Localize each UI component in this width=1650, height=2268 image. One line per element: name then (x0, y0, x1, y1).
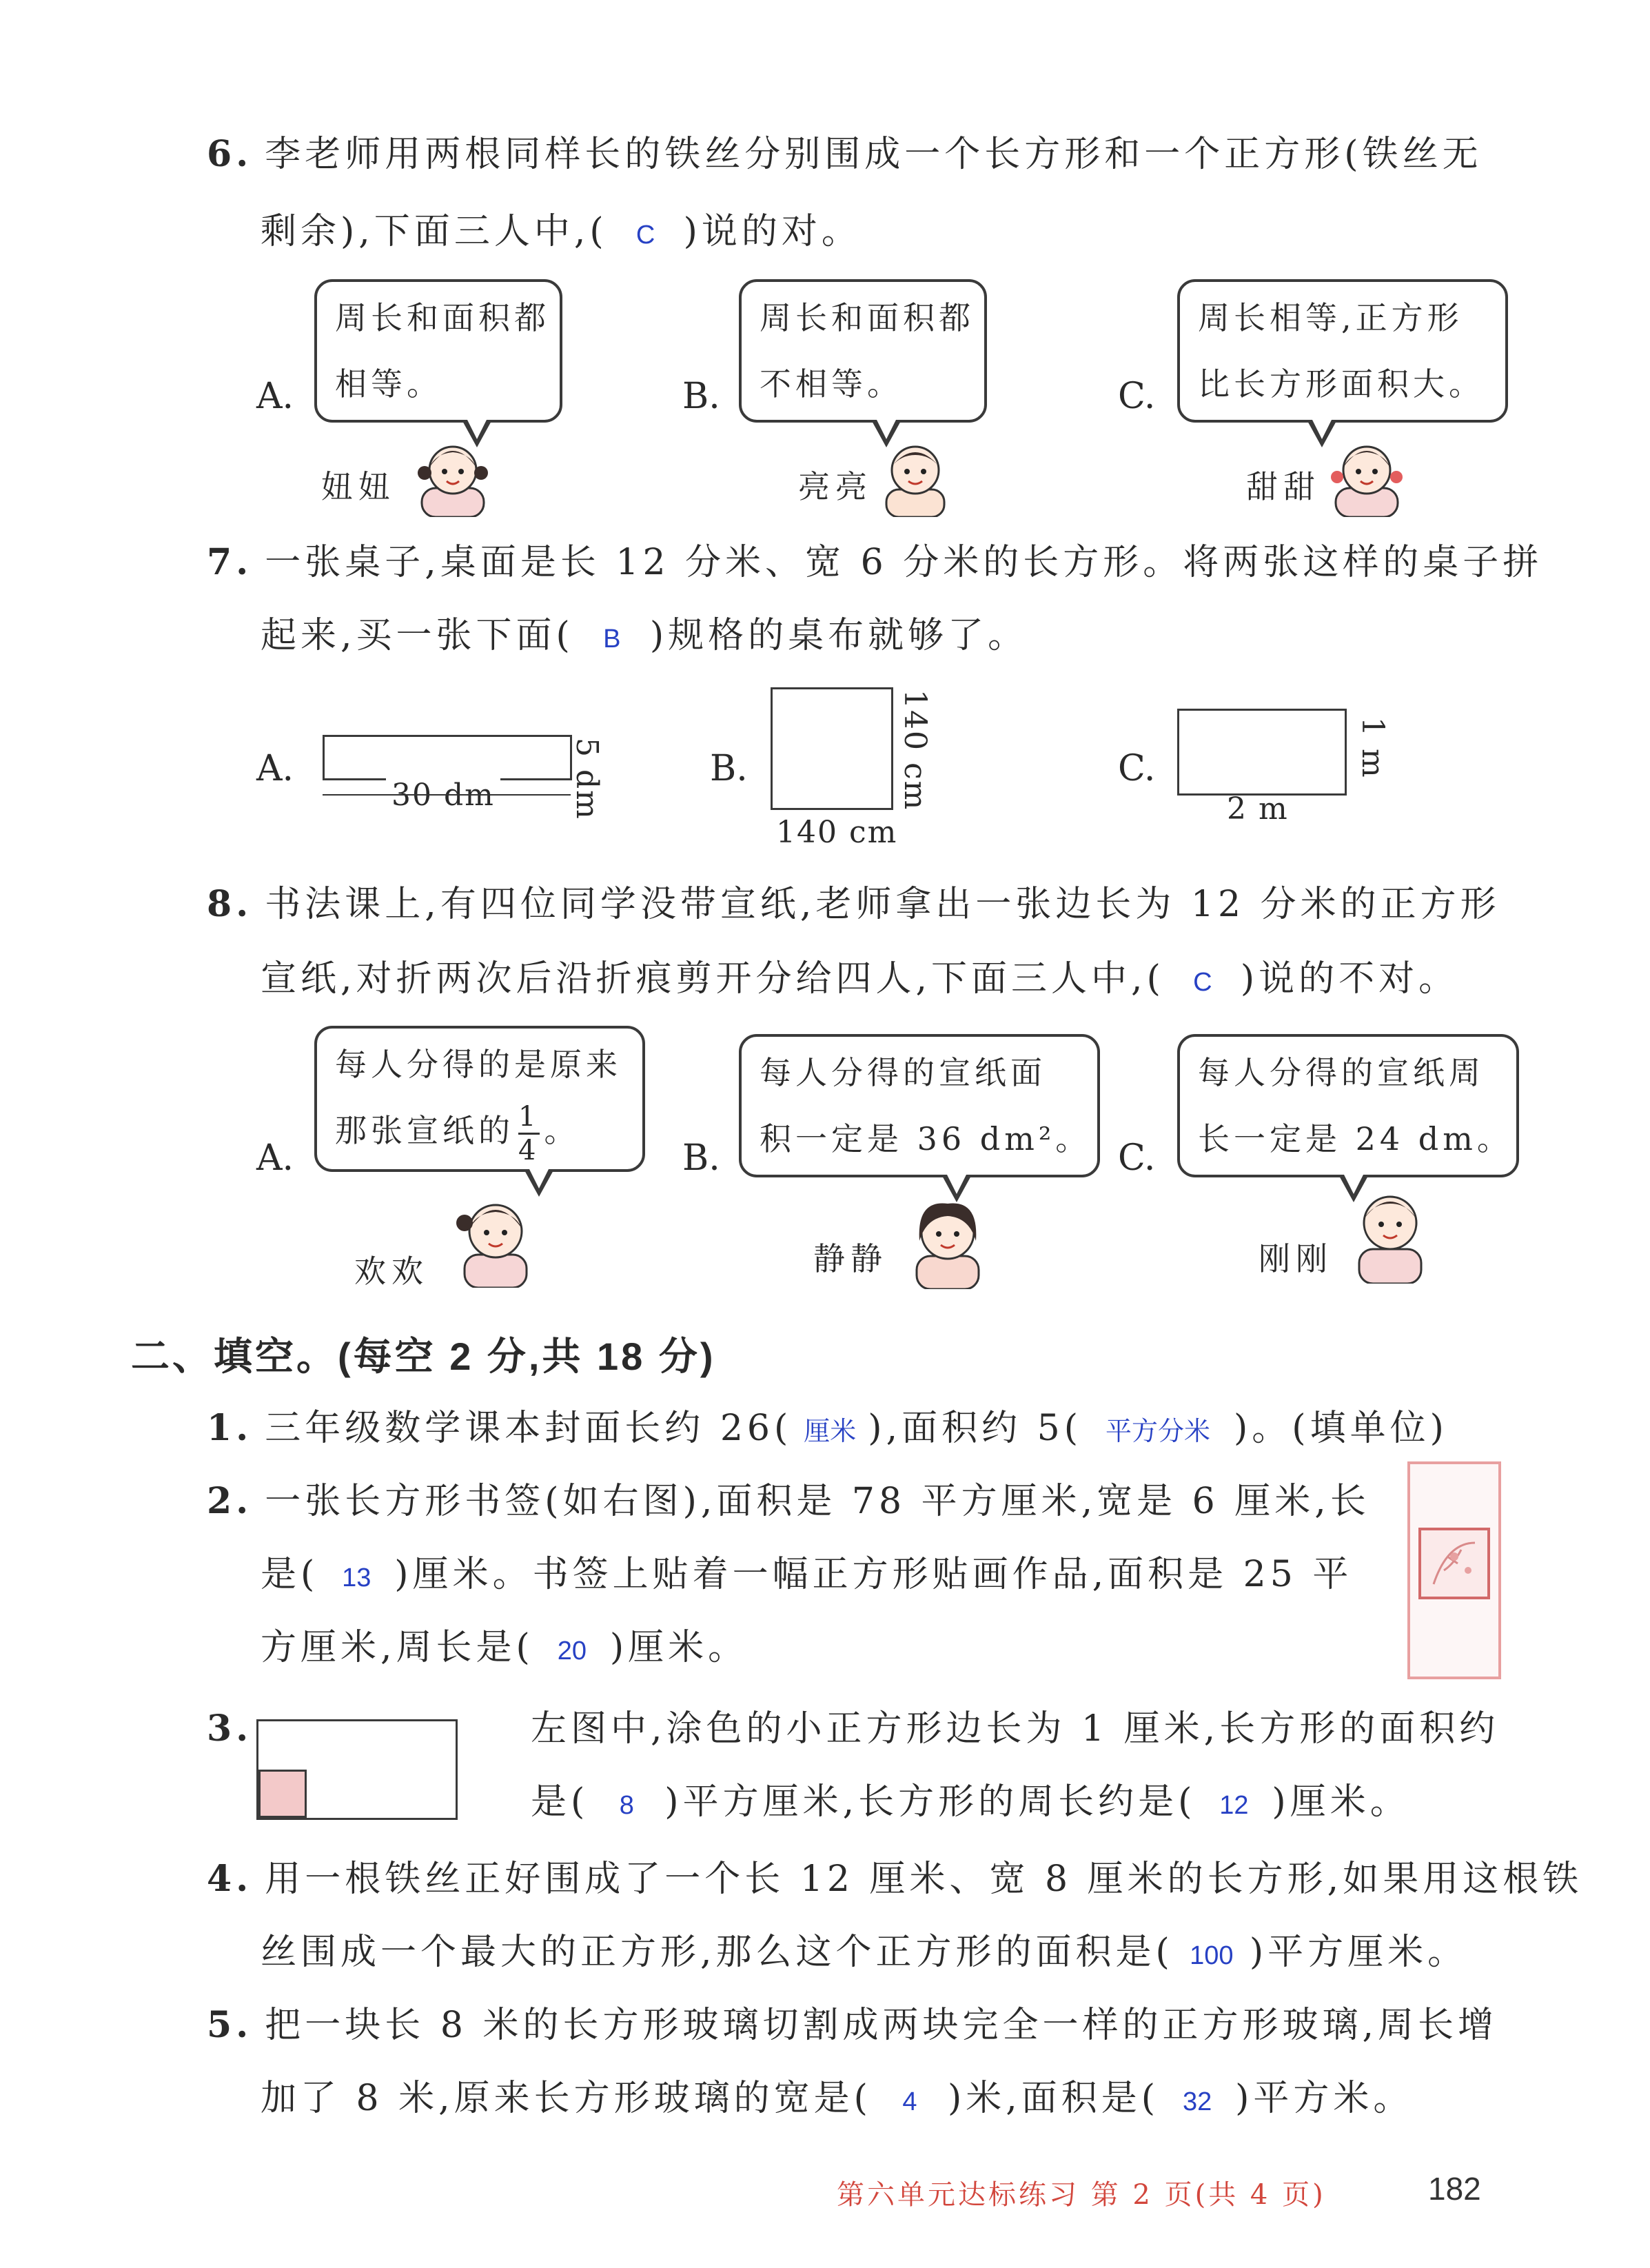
fraction (518, 1101, 540, 1166)
f5-text-1: 把一块长 8 米的长方形玻璃切割成两块完全一样的正方形玻璃,周长增 (265, 2005, 1498, 2046)
bookmark-figure (1406, 1460, 1503, 1681)
q8-c-bubble-line2: 长一定是 24 dm。 (1198, 1120, 1513, 1157)
f5-line1 (207, 1988, 1498, 2063)
q6-b-bubble-line2: 不相等。 (760, 365, 903, 403)
f2-answer-2[interactable]: 20 (557, 1637, 587, 1665)
q8-line2 (261, 942, 1458, 1020)
f4-text-2: 丝围成一个最大的正方形,那么这个正方形的面积是( (261, 1932, 1174, 1973)
q7-b-height-label: 140 cm (897, 689, 933, 811)
f5-answer-1[interactable]: 4 (902, 2087, 917, 2116)
f4-line2 (261, 1915, 1467, 1993)
f3-text-2: 是( (531, 1781, 589, 1823)
q6-a-bubble-line2: 相等。 (335, 365, 442, 403)
f1-line (207, 1391, 1448, 1469)
q6-line2 (261, 194, 862, 272)
f3-rectangle-figure (256, 1719, 458, 1820)
f3-text-1: 左图中,涂色的小正方形边长为 1 厘米,长方形的面积约 (531, 1708, 1500, 1750)
f2-line2 (261, 1537, 1352, 1615)
q8-option-a-letter: A. (256, 1137, 294, 1179)
q7-a-height-label: 5 dm (569, 738, 604, 820)
f5-answer-2[interactable]: 32 (1182, 2087, 1212, 2116)
q7-line2 (261, 598, 1028, 676)
f1-text-1: 三年级数学课本封面长约 26( (265, 1408, 793, 1449)
f3-text-4: )厘米。 (1272, 1781, 1410, 1823)
q6-option-a-name: 妞妞 (321, 468, 396, 505)
girl-illustration (1322, 434, 1412, 517)
f2-text-5: )厘米。 (609, 1627, 748, 1668)
f4-text-1: 用一根铁丝正好围成了一个长 12 厘米、宽 8 厘米的长方形,如果用这根铁 (265, 1859, 1583, 1900)
boy-illustration (874, 434, 957, 517)
f5-text-2: 加了 8 米,原来长方形玻璃的宽是( (261, 2078, 872, 2119)
q8-option-c-name: 刚刚 (1259, 1240, 1333, 1277)
f4-number: 4. (207, 1858, 253, 1900)
q7-a-rectangle (323, 735, 572, 780)
q6-option-b-name: 亮亮 (798, 468, 873, 505)
q6-option-b-letter: B. (682, 376, 720, 417)
q8-a-bubble-text: 那张宣纸的 (335, 1112, 514, 1149)
f3-answer-2[interactable]: 12 (1219, 1791, 1249, 1820)
f5-line2 (261, 2061, 1413, 2139)
q8-text-2: 宣纸,对折两次后沿折痕剪开分给四人,下面三人中,( (261, 958, 1165, 1000)
f3-number: 3. (207, 1708, 253, 1750)
q6-text-2: 剩余),下面三人中,( (261, 211, 608, 252)
f5-number: 5. (207, 2004, 253, 2046)
f2-line3 (261, 1610, 748, 1688)
f5-text-3: )米,面积是( (947, 2078, 1160, 2119)
q8-text-1: 书法课上,有四位同学没带宣纸,老师拿出一张边长为 12 分米的正方形 (265, 884, 1500, 925)
girl-illustration (408, 434, 498, 517)
f4-answer[interactable]: 100 (1190, 1941, 1234, 1970)
q6-option-a-bubble (314, 279, 562, 423)
q6-option-c-letter: C. (1118, 376, 1156, 417)
page-footer: 第六单元达标练习 第 2 页(共 4 页) (837, 2179, 1326, 2211)
q8-text-3: )说的不对。 (1240, 958, 1459, 1000)
q8-option-a-name: 欢欢 (354, 1253, 429, 1290)
q7-c-rectangle (1177, 709, 1347, 796)
q6-option-a-letter: A. (256, 376, 294, 417)
boy-illustration (1345, 1180, 1435, 1284)
f2-text-4: 方厘米,周长是( (261, 1627, 534, 1668)
q8-option-b-name: 静静 (813, 1240, 888, 1277)
girl-illustration (903, 1193, 992, 1289)
q6-text-1: 李老师用两根同样长的铁丝分别围成一个长方形和一个正方形(铁丝无 (265, 134, 1483, 175)
section-title: 二、填空。(每空 2 分,共 18 分) (131, 1335, 716, 1378)
q7-line1 (207, 525, 1542, 600)
q6-b-bubble-line1: 周长和面积都 (760, 299, 975, 336)
q8-a-bubble-end: 。 (544, 1112, 580, 1149)
f2-number: 2. (207, 1480, 253, 1522)
q6-option-c-name: 甜甜 (1246, 468, 1321, 505)
f3-text-3: )平方厘米,长方形的周长约是( (664, 1781, 1196, 1823)
q8-option-a-bubble (314, 1026, 645, 1172)
f1-number: 1. (207, 1407, 253, 1449)
q8-option-b-letter: B. (682, 1137, 720, 1179)
q8-number: 8. (207, 883, 253, 925)
q8-a-bubble-line2 (335, 1097, 624, 1166)
q7-option-a-letter: A. (256, 748, 294, 789)
q8-option-b-bubble (739, 1034, 1100, 1177)
q8-a-bubble-line1: 每人分得的是原来 (335, 1046, 622, 1083)
f1-text-2: ),面积约 5( (868, 1408, 1083, 1449)
q6-c-bubble-line1: 周长相等,正方形 (1198, 299, 1463, 336)
f1-answer-1[interactable]: 厘米 (804, 1417, 857, 1446)
fraction-denominator: 4 (518, 1134, 540, 1166)
q7-c-height-label: 1 m (1355, 717, 1390, 779)
q7-a-width-label: 30 dm (386, 778, 500, 813)
f1-answer-2[interactable]: 平方分米 (1106, 1417, 1211, 1446)
q6-a-bubble-line1: 周长和面积都 (335, 299, 550, 336)
q8-c-bubble-line1: 每人分得的宣纸周 (1198, 1054, 1485, 1091)
q6-option-b-bubble (739, 279, 987, 423)
fraction-numerator: 1 (518, 1100, 540, 1133)
q6-c-bubble-line2: 比长方形面积大。 (1198, 365, 1485, 403)
f3-answer-1[interactable]: 8 (619, 1791, 634, 1820)
f2-answer-1[interactable]: 13 (342, 1563, 371, 1592)
q7-number: 7. (207, 541, 253, 583)
f2-text-1: 一张长方形书签(如右图),面积是 78 平方厘米,宽是 6 厘米,长 (265, 1481, 1370, 1522)
q8-b-bubble-line1: 每人分得的宣纸面 (760, 1054, 1046, 1091)
q8-line1 (207, 867, 1500, 942)
q7-answer[interactable]: B (603, 625, 621, 654)
f3-line1 (531, 1692, 1499, 1766)
q7-text-3: )规格的桌布就够了。 (649, 615, 1028, 656)
q8-option-c-letter: C. (1118, 1137, 1156, 1179)
q8-answer[interactable]: C (1193, 968, 1212, 997)
f4-text-3: )平方厘米。 (1249, 1932, 1468, 1973)
f2-text-3: )厘米。书签上贴着一幅正方形贴画作品,面积是 25 平 (394, 1554, 1353, 1595)
q7-text-1: 一张桌子,桌面是长 12 分米、宽 6 分米的长方形。将两张这样的桌子拼 (265, 542, 1543, 583)
q6-number: 6. (207, 133, 253, 175)
q7-c-width-label: 2 m (1227, 791, 1289, 827)
q6-line1 (207, 117, 1483, 192)
f4-line1 (207, 1842, 1582, 1916)
q6-answer[interactable]: C (635, 221, 655, 250)
q6-option-c-bubble (1177, 279, 1508, 423)
q7-option-c-letter: C. (1118, 748, 1156, 789)
q7-text-2: 起来,买一张下面( (261, 615, 574, 656)
f3-line2 (531, 1765, 1410, 1843)
q7-option-b-letter: B. (710, 748, 748, 789)
f3-shaded-square (258, 1770, 307, 1818)
f2-text-2: 是( (261, 1554, 319, 1595)
page-number: 182 (1428, 2171, 1481, 2207)
q6-text-3: )说的对。 (683, 211, 862, 252)
q7-b-width-label: 140 cm (776, 815, 898, 850)
girl-illustration (451, 1191, 540, 1288)
f5-text-4: )平方米。 (1235, 2078, 1414, 2119)
q8-b-bubble-line2: 积一定是 36 dm²。 (760, 1120, 1092, 1157)
f2-line1 (207, 1464, 1370, 1539)
f1-text-3: )。(填单位) (1234, 1408, 1448, 1449)
q7-b-square (771, 687, 893, 810)
q8-option-c-bubble (1177, 1034, 1519, 1177)
